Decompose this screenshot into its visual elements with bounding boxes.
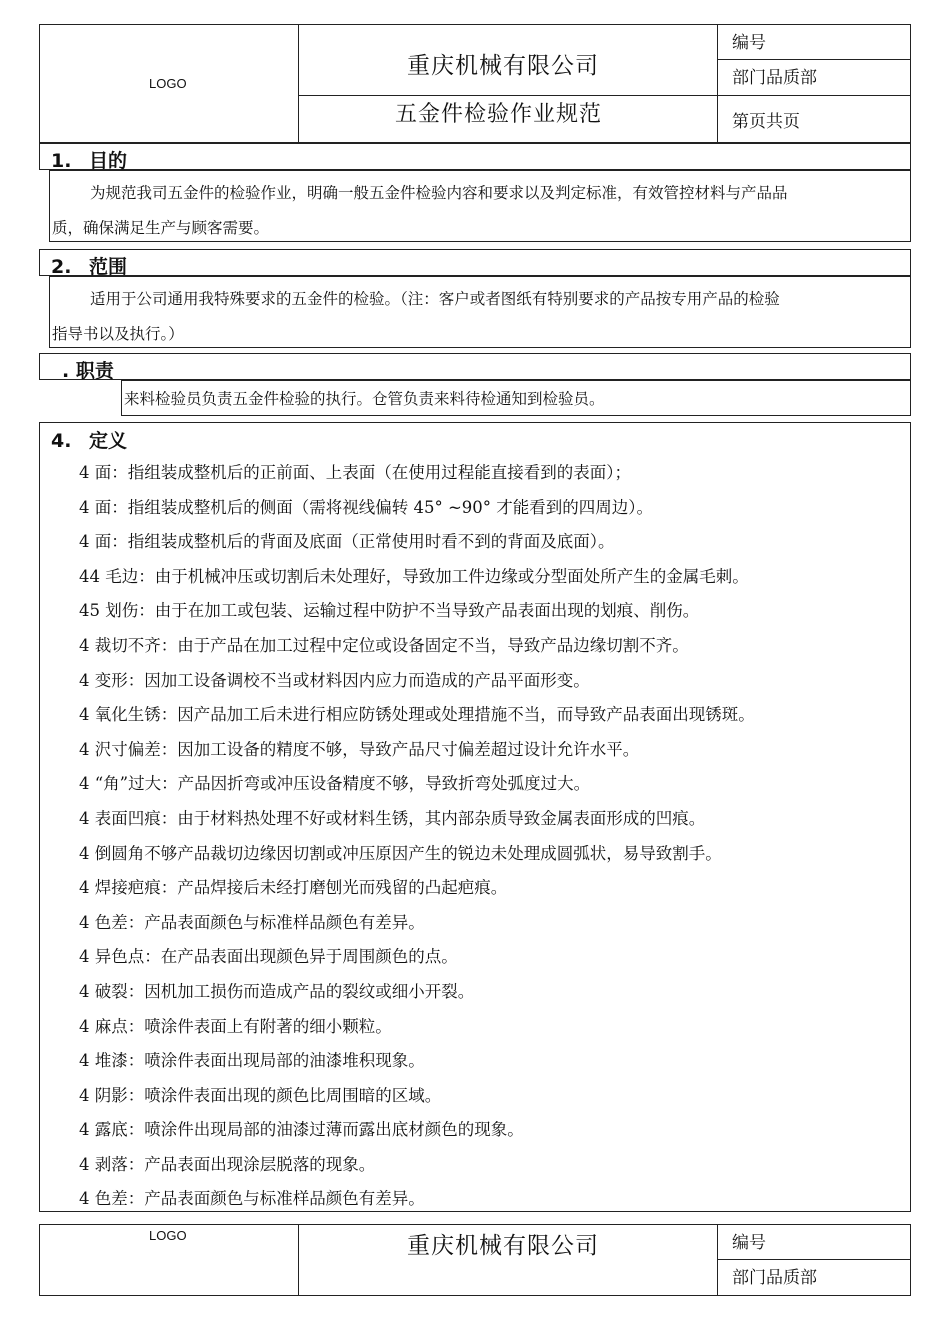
definition-item: 4 氧化生锈：因产品加工后未进行相应防锈处理或处理措施不当，而导致产品表面出现锈斑。 [79, 705, 755, 725]
definition-item: 4 异色点：在产品表面出现颜色异于周围颜色的点。 [79, 947, 458, 967]
section-title: 目的 [89, 150, 128, 172]
section-purpose-heading [51, 146, 127, 173]
section-definitions-heading [51, 426, 127, 453]
section-scope-heading [51, 252, 127, 279]
definition-item: 4 色差：产品表面颜色与标准样品颜色有差异。 [79, 912, 425, 932]
definition-item: 4 倒圆角不够产品裁切边缘因切割或冲压原因产生的锐边未处理成圆弧状，易导致割手。 [79, 843, 722, 863]
duty-text: 来料检验员负责五金件检验的执行。仓管负责来料待检通知到检验员。 [124, 390, 605, 408]
definition-item: 4 焊接疤痕：产品焊接后未经打磨刨光而残留的凸起疤痕。 [79, 878, 508, 898]
document-title: 五金件检验作业规范 [395, 102, 603, 127]
scope-text-line2: 指导书以及执行。） [52, 325, 184, 343]
definition-item: 4 堆漆：喷涂件表面出现局部的油漆堆积现象。 [79, 1051, 425, 1071]
company-name: 重庆机械有限公司 [407, 53, 599, 79]
definition-item: 4 露底：喷涂件出现局部的油漆过薄而露出底材颜色的现象。 [79, 1120, 524, 1140]
definitions-list [79, 456, 899, 1217]
definition-item: 4 面：指组装成整机后的正前面、上表面（在使用过程能直接看到的表面）； [79, 463, 631, 482]
section-title: 定义 [89, 430, 128, 452]
section-number: 2. [51, 256, 72, 278]
doc-code-label: 编号 [732, 1233, 766, 1253]
definition-item: 44 毛边：由于机械冲压或切割后未处理好，导致加工件边缘或分型面处所产生的金属毛刺。 [79, 566, 749, 586]
section-title: 范围 [89, 256, 128, 278]
purpose-text-line2: 质，确保满足生产与顾客需要。 [52, 219, 270, 237]
definition-item: 4 沢寸偏差：因加工设备的精度不够，导致产品尺寸偏差超过设计允许水平。 [79, 739, 640, 759]
definition-item: 4 表面凹痕：由于材料热处理不好或材料生锈，其内部杂质导致金属表面形成的凹痕。 [79, 808, 706, 828]
definition-item: 4 面：指组装成整机后的侧面（需将视线偏转 45° ~90° 才能看到的四周边）。 [79, 497, 654, 517]
company-logo: LOGO [149, 1228, 187, 1243]
definition-item: 4 面：指组装成整机后的背面及底面（正常使用时看不到的背面及底面）。 [79, 532, 615, 552]
scope-text-line1: 适用于公司通用我特殊要求的五金件的检验。（注：客户或者图纸有特别要求的产品按专用产品的检验 [90, 290, 780, 308]
definition-item: 4 裁切不齐：由于产品在加工过程中定位或设备固定不当，导致产品边缘切割不齐。 [79, 635, 689, 655]
department-label: 部门品质部 [732, 1268, 817, 1288]
definition-item: 4 色差：产品表面颜色与标准样品颜色有差异。 [79, 1189, 425, 1209]
department-label: 部门品质部 [732, 68, 817, 88]
definition-item: 4 破裂：因机加工损伤而造成产品的裂纹或细小开裂。 [79, 981, 475, 1001]
company-name: 重庆机械有限公司 [407, 1233, 599, 1259]
purpose-text-line1: 为规范我司五金件的检验作业，明确一般五金件检验内容和要求以及判定标准，有效管控材料与产品品 [90, 184, 788, 202]
section-number: 4. [51, 430, 72, 452]
definition-item: 4 麻点：喷涂件表面上有附著的细小颗粒。 [79, 1016, 392, 1036]
doc-code-label: 编号 [732, 33, 766, 53]
page-count-label: 第页共页 [732, 112, 800, 132]
definition-item: 4 变形：因加工设备调校不当或材料因内应力而造成的产品平面形变。 [79, 670, 590, 690]
section-duty-heading: . 职责 [62, 360, 114, 382]
company-logo: LOGO [149, 76, 187, 91]
definition-item: 45 划伤：由于在加工或包装、运输过程中防护不当导致产品表面出现的划痕、削伤。 [79, 601, 700, 621]
definition-item: 4 “角”过大：产品因折弯或冲压设备精度不够，导致折弯处弧度过大。 [79, 774, 591, 794]
definition-item: 4 阴影：喷涂件表面出现的颜色比周围暗的区域。 [79, 1085, 442, 1105]
section-number: 1. [51, 150, 72, 172]
definition-item: 4 剥落：产品表面出现涂层脱落的现象。 [79, 1154, 376, 1174]
